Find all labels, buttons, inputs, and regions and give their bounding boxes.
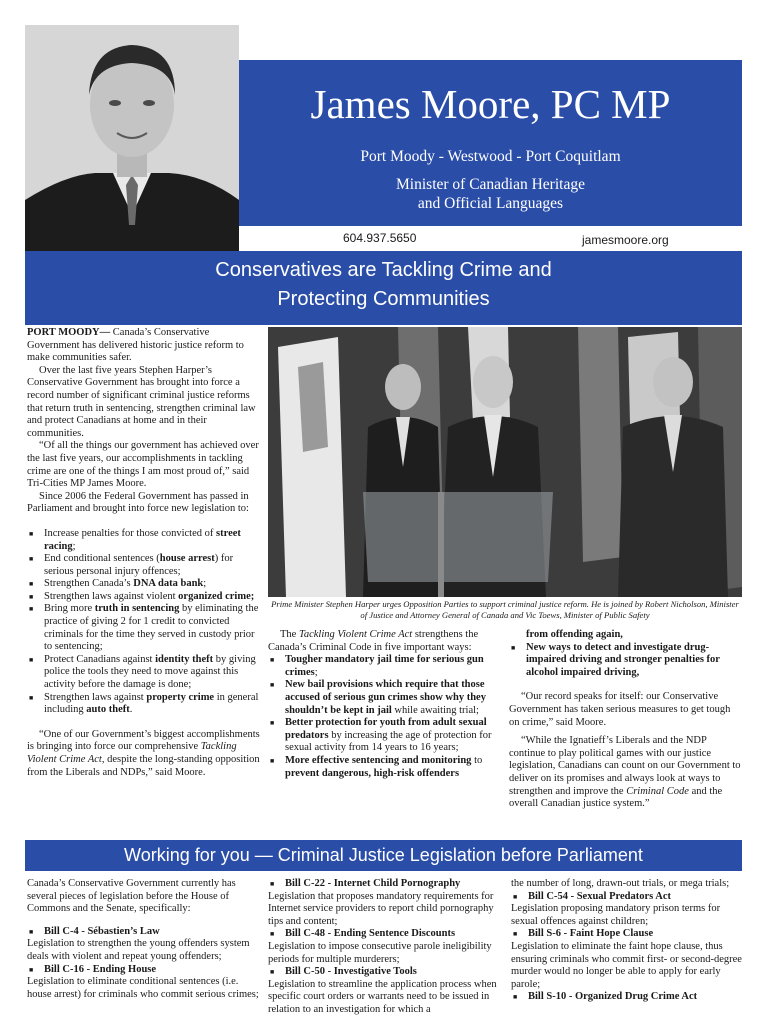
bills-list-left — [27, 926, 263, 939]
item-bold: identity theft — [155, 653, 214, 665]
list-item — [27, 528, 263, 553]
bill-title: Bill S-6 - Faint Hope Clause — [528, 928, 654, 940]
item-bold: Better protection for youth from adult sexual predators — [285, 717, 487, 741]
mp-name: James Moore, PC MP — [310, 81, 671, 127]
bill-text: Legislation that proposes mandatory requirements for Internet service providers to report child pornography tips and content; — [268, 890, 494, 927]
dateline: PORT MOODY— — [27, 327, 111, 338]
website-link[interactable]: jamesmoore.org — [582, 233, 669, 247]
bills-list-left-2 — [27, 964, 263, 977]
item-text: by eliminating the practice of giving 2 for 1 credit to convicted criminals for the time they served in custody prior to sentencing; — [44, 603, 259, 653]
bill-title: Bill C-16 - Ending House — [44, 963, 157, 975]
list-item — [511, 928, 742, 941]
paragraph — [27, 327, 263, 365]
list-item — [27, 603, 263, 653]
item-text: ; — [314, 666, 318, 678]
bills-list-right-2 — [511, 928, 742, 941]
paragraph-text: The — [280, 629, 299, 640]
bill-title: Bill C-4 - Sébastien’s Law — [44, 925, 160, 937]
item-text: Strengthen laws against — [44, 691, 147, 703]
list-item — [511, 991, 742, 1004]
bills-list-mid-3 — [268, 966, 504, 979]
headline-band — [25, 251, 742, 325]
bill-title: Bill S-10 - Organized Drug Crime Act — [528, 991, 698, 1003]
item-bold: from offending again, — [526, 629, 623, 640]
legislation-left-column — [27, 878, 263, 1001]
headline-line-2: Protecting Communities — [277, 288, 490, 310]
item-bold: New ways to detect and investigate drug-impaired driving and stronger penalties for alcohol impaired driving, — [526, 641, 720, 678]
list-item — [268, 928, 504, 941]
item-bold: auto theft — [86, 704, 130, 716]
headline-line-1: Conservatives are Tackling Crime and — [215, 259, 552, 281]
item-text: . — [129, 704, 133, 716]
item-bold: DNA data bank — [133, 578, 204, 590]
act-provisions-list — [268, 654, 504, 780]
item-text: Bring more — [44, 603, 95, 615]
bills-list-mid-2 — [268, 928, 504, 941]
bills-list-right — [511, 891, 742, 904]
item-text: ) for serious personal injury offences; — [44, 553, 234, 577]
article-left-column — [27, 327, 263, 779]
item-bold: organized crime; — [178, 590, 255, 602]
bill-text: Legislation proposing mandatory prison terms for sexual offences against children; — [511, 903, 721, 927]
item-bold: Tougher mandatory jail time for serious gun crimes — [285, 654, 484, 678]
phone-number: 604.937.5650 — [343, 231, 417, 245]
bill-title: Bill C-50 - Investigative Tools — [285, 966, 417, 978]
list-item — [268, 755, 504, 780]
list-item — [27, 964, 263, 977]
paragraph-text: “While the Ignatieff’s Liberals and the NDP continue to play political games with our justice legislation, Canadians can count on our Government to deliver on its promises and always look at ways to strengthen and improve the — [509, 735, 741, 797]
bills-list-right-3 — [511, 991, 742, 1004]
item-text: Strengthen Canada’s — [44, 578, 134, 590]
paragraph — [509, 735, 742, 811]
list-item — [27, 654, 263, 692]
role-line-2: and Official Languages — [417, 195, 564, 212]
item-text: Protect Canadians against — [44, 653, 156, 665]
item-text: Increase penalties for those convicted of — [44, 527, 217, 539]
bill-text: Legislation to strengthen the young offenders system deals with violent and repeat young offenders; — [27, 938, 250, 962]
act-provisions-list-cont — [509, 642, 742, 680]
riding-name: Port Moody - Westwood - Port Coquitlam — [360, 148, 621, 165]
paragraph-text: strengthens the Canada’s Criminal Code in five important ways: — [268, 629, 479, 653]
legislation-middle-column — [268, 878, 504, 1017]
paragraph — [27, 729, 263, 779]
list-item — [268, 966, 504, 979]
list-item — [268, 717, 504, 755]
paragraph — [268, 629, 504, 654]
paragraph-text: and the overall Canadian justice system.” — [509, 785, 723, 810]
bill-title: Bill C-54 - Sexual Predators Act — [528, 890, 672, 902]
list-item — [27, 553, 263, 578]
list-item — [511, 891, 742, 904]
list-item — [268, 679, 504, 717]
item-text: ; — [203, 578, 207, 590]
act-title: Criminal Code — [626, 785, 689, 797]
item-text: by giving police the tools they need to move against this activity before the damage is done; — [44, 653, 256, 691]
list-item — [27, 926, 263, 939]
legislation-band-title: Working for you — Criminal Justice Legislation before Parliament — [124, 845, 643, 865]
paragraph-text: “One of our Government’s biggest accomplishments is bringing into force our comprehensive — [27, 728, 260, 753]
item-text: ; — [72, 540, 76, 552]
bill-text: Legislation to eliminate the faint hope clause, thus ensuring criminals who commit first- or second-degree murder would no longer be able to apply for early parole; — [511, 940, 742, 990]
continued-text — [509, 629, 742, 642]
item-bold: New bail provisions which require that those accused of serious gun crimes show why they shouldn’t be kept in jail — [285, 679, 486, 716]
press-conference-photo — [268, 327, 742, 597]
bills-list-mid — [268, 878, 504, 891]
item-text: in general including — [44, 691, 259, 716]
item-text: while awaiting trial; — [391, 704, 479, 716]
photo-caption: Prime Minister Stephen Harper urges Opposition Parties to support criminal justice reform. He is joined by Robert Nicholson, Minister of Justice and Attorney General of Canada and Vic Toews, Minister of Public Safety — [271, 599, 739, 620]
list-item — [268, 878, 504, 891]
bill-text: Legislation to streamline the application process when specific court orders or warrants need to be issued in relation to an investigation for which a — [268, 978, 497, 1015]
item-bold: truth in sentencing — [94, 603, 180, 615]
item-text: End conditional sentences ( — [44, 553, 160, 565]
item-bold: property crime — [146, 691, 215, 703]
act-title: Tackling Violent Crime Act — [27, 741, 237, 765]
legislation-right-column — [511, 878, 742, 1004]
list-item — [27, 578, 263, 591]
article-right-column — [509, 629, 742, 811]
act-title: Tackling Violent Crime Act — [298, 629, 413, 640]
continued-text: the number of long, drawn-out trials, or mega trials; — [511, 878, 730, 889]
legislation-band — [25, 840, 742, 871]
list-item — [268, 654, 504, 679]
item-bold: prevent dangerous, high-risk offenders — [285, 767, 460, 779]
list-item — [27, 692, 263, 717]
item-text: by increasing the age of protection for sexual activity from 14 years to 16 years; — [285, 729, 492, 754]
role-line-1: Minister of Canadian Heritage — [396, 176, 585, 193]
item-text: Strengthen laws against violent — [44, 590, 179, 602]
bill-text: Legislation to eliminate conditional sentences (i.e. house arrest) for criminals who commit serious crimes; — [27, 976, 259, 1000]
bill-title: Bill C-48 - Ending Sentence Discounts — [285, 928, 456, 940]
paragraph: Canada’s Conservative Government currently has several pieces of legislation before the House of Commons and the Senate, specifically: — [27, 878, 236, 915]
paragraph: “Of all the things our government has achieved over the last five years, our accomplishments in tackling crime are one of the things I am most proud of,” said Tri-Cities MP James Moore. — [27, 440, 259, 490]
item-bold: house arrest — [159, 553, 215, 565]
achievements-list — [27, 528, 263, 717]
item-text: to — [471, 754, 483, 766]
paragraph: Since 2006 the Federal Government has passed in Parliament and brought into force new legislation to: — [27, 490, 249, 515]
bill-text: Legislation to impose consecutive parole ineligibility periods for multiple murderers; — [268, 940, 492, 965]
list-item — [509, 642, 742, 680]
paragraph: “Our record speaks for itself: our Conservative Government has taken serious measures to get tough on crime,” said Moore. — [509, 691, 731, 728]
bill-title: Bill C-22 - Internet Child Pornography — [285, 878, 461, 889]
header-banner — [239, 60, 742, 226]
portrait-photo — [25, 25, 239, 251]
list-item — [27, 591, 263, 604]
article-middle-column — [268, 629, 504, 780]
item-bold: street racing — [44, 527, 241, 552]
paragraph: Over the last five years Stephen Harper’s Conservative Government has brought into force a record number of significant criminal justice reforms that return truth in sentencing, strengthen criminal law and protect Canadians at home and in their communities. — [27, 364, 256, 439]
paragraph-text: Canada’s Conservative Government has delivered historic justice reform to make communities safer. — [27, 327, 244, 364]
paragraph-text: , despite the long-standing opposition from the Liberals and NDPs,” said Moore. — [27, 754, 260, 778]
item-bold: More effective sentencing and monitoring — [285, 754, 472, 766]
